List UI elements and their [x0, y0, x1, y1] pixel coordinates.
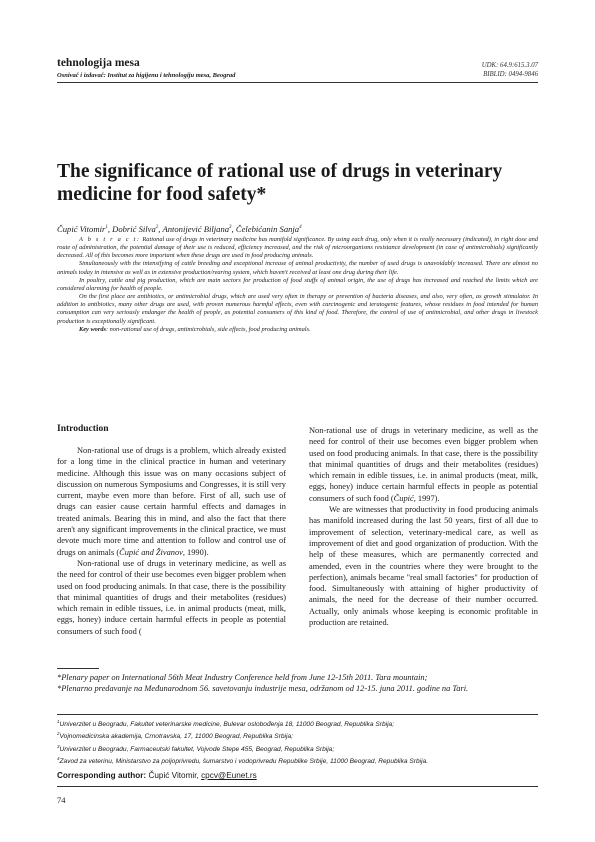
udk-code: UDK: 64.9:615.3.07 — [481, 62, 538, 69]
author-mark: 4 — [299, 225, 302, 230]
abstract-text: Rational use of drugs in veterinary medicine has manifold significance. By using each drug, only when it is really necessary (indicated), in right dose and route of administration, the potential damage of their use is reduced, efficiency increased, and the risk of microorganisms resistance development (in case of antimicrobials) significantly decreased. All of this becomes more important when these drugs are used in food producing animals. — [57, 236, 538, 260]
footer-divider — [57, 786, 538, 787]
body-paragraph: We are witnesses that productivity in food producing animals has manifold increased during the last 50 years, first of all due to improvement of selection, veterinary-medical care, as well as improvement of diet and good organization of production. With the help of these measures, which are permanently corrected and amended, even in the countries where they were brought to the perfection), animals became "real small factories" for production of food. Simultaneously with attaining of higher productivity of animals, the need for the decrease of their number occurred. Actually, only animals whose keeping is economic profitable in production are retained. — [309, 505, 538, 628]
conference-footnote — [57, 672, 541, 694]
body-column-right — [309, 425, 538, 628]
biblid-code: BIBLID: 0494-9846 — [483, 71, 538, 78]
body-column-left — [57, 424, 286, 636]
journal-name: tehnologija mesa — [57, 57, 140, 69]
affiliation-item — [57, 742, 557, 754]
affiliation-mark: 2 — [57, 731, 60, 737]
abstract-paragraph: On the first place are antibiotics, or antimicrobial drugs, which are used very often in therapy or prevention of bacteria diseases, and also, very often, as growth stimulator. In addition to antibiotics, many other drugs are used, with proven numerous harmful effects, even with carcinogenic and teratogenic features, whose residues in food intended for human consumption can very seriously endanger the health of people, as potential consumers of this kind of food. Therefore, the control of use of antimicrobial, and other drugs in livestock production is exceptionally significant. — [57, 293, 538, 325]
affiliation-item — [57, 717, 557, 729]
affiliation-list — [57, 717, 557, 767]
footnote-serbian: *Plenarno predavanje na Međunarodnom 56. savetovanju industrije mesa, održanom od 12-15. juna 2011. godine na Tari. — [57, 684, 469, 693]
header-divider — [57, 82, 538, 83]
body-paragraph: Non-rational use of drugs in veterinary medicine, as well as the need for control of their use becomes even bigger problem when used on food producing animals. In that case, there is the possibility that minimal quantities of drugs and their metabolites (residues) which remain in edible tissues, i.e. in animal products (meat, milk, eggs, honey) induce certain harmful effects in people as potential consumers of such food ( — [57, 558, 286, 636]
author-mark: 1 — [105, 225, 108, 230]
affiliation-item — [57, 729, 557, 741]
keywords-label: Key words — [79, 325, 106, 333]
author-mark: 3 — [229, 225, 232, 230]
corresponding-name: Čupić Vitomir, — [148, 771, 199, 780]
body-paragraph-continued — [309, 425, 538, 504]
paragraph-text: Non-rational use of drugs in veterinary medicine, as well as the need for control of their use becomes even bigger problem when used on food producing animals. In that case, there is the possibility that minimal quantities of drugs and their metabolites (residues) which remain in edible tissues, i.e. in animal products (meat, milk, eggs, honey) induce certain harmful effects in people as potential consumers of such food ( — [309, 426, 538, 503]
section-heading: Introduction — [57, 424, 109, 434]
citation: Čupić and Živanov — [119, 547, 183, 557]
paragraph-text: Non-rational use of drugs is a problem, which already existed for a long time in the clinical practice in human and veterinary medicine. Although this issue was on many occasions subject of discussion on numerous Symposiums and Congresses, it is still very current, maybe even more than before. First of all, such use of drugs can easier cause certain harmful effects and damages in treated animals. Bearing this in mind, and also the fact that there aren't any significant improvements in the clinical practice, we must devote much more time and attention to follow and control use of drugs on animals ( — [57, 446, 286, 557]
page-number: 74 — [57, 795, 66, 805]
abstract — [57, 236, 538, 334]
footnote-english: *Plenary paper on International 56th Meat Industry Conference held from June 12-15th 2011. Tara mountain; — [57, 673, 428, 682]
abstract-paragraph: In poultry, cattle and pig production, which are main sectors for production of food stuffs of animal origin, the use of drugs has increased and reached the limits which are considered alarming for health of people. — [57, 276, 538, 292]
affiliation-mark: 4 — [57, 756, 60, 762]
author-name: Antonijević Biljana — [162, 223, 230, 234]
author-name: Čupić Vitomir — [57, 223, 106, 234]
journal-header — [57, 57, 357, 80]
affiliation-text: Univerzitet u Beogradu, Fakultet veterinarske medicine, Bulevar oslobođenja 18, 11000 Beograd, Republika Srbija; — [59, 721, 395, 729]
corresponding-author — [57, 771, 538, 781]
affiliation-item — [57, 754, 557, 766]
citation: Čupić — [393, 493, 414, 503]
citation-year: , 1990). — [182, 547, 209, 557]
author-mark: 2 — [155, 225, 159, 230]
affiliation-text: Zavod za veterinu, Ministarstvo za poljoprivredu, šumarstvo i vodoprivredu Republike Srbije, 11000 Beograd, Republika Srbija. — [59, 758, 429, 766]
abstract-label: A b s t r a c t: — [79, 236, 141, 243]
footnote-divider — [57, 668, 99, 669]
abstract-paragraph — [57, 236, 538, 260]
publisher-line: Osnivač i izdavač: Institut za higijenu i tehnologiju mesa, Beograd — [57, 72, 236, 79]
keywords-text: : non-rational use of drugs, antimicrobials, side effects, food producing animals. — [105, 325, 311, 333]
author-name: Dobrić Silva — [112, 223, 156, 234]
citation-year: , 1997). — [413, 493, 440, 503]
affiliation-divider — [57, 714, 538, 715]
catalog-codes — [378, 61, 538, 79]
affiliation-text: Univerzitet u Beogradu, Farmaceutski fakultet, Vojvode Stepe 455, Beograd, Republika Srbija; — [59, 745, 335, 753]
author-list: Čupić Vitomir$^1$, Dobrić Silva$^2$, Antonijević Biljana$^3$, Čelebićanin Sanja$^4$ — [57, 223, 302, 234]
keywords-paragraph — [57, 326, 538, 334]
corresponding-label: Corresponding author: — [57, 771, 147, 780]
email-link[interactable]: cpcv@Eunet.rs — [201, 771, 257, 780]
affiliation-text: Vojnomedicinska akademija, Crnotravska, 17, 11000 Beograd, Republika Srbija; — [59, 733, 293, 741]
author-name: Čelebićanin Sanja — [235, 223, 300, 234]
paper-title: The significance of rational use of drugs in veterinary medicine for food safety* — [57, 161, 503, 205]
affiliation-mark: 3 — [57, 743, 60, 749]
body-paragraph — [57, 445, 286, 558]
affiliation-mark: 1 — [57, 719, 60, 724]
abstract-paragraph: Simultaneously with the intensifying of cattle breeding and exceptional increase of animal productivity, the number of used drugs is unavoidably increased. There are almost no animals today in intensive as well as in extensive production/rearing system, which haven't received at least one drug during their life. — [57, 260, 538, 276]
